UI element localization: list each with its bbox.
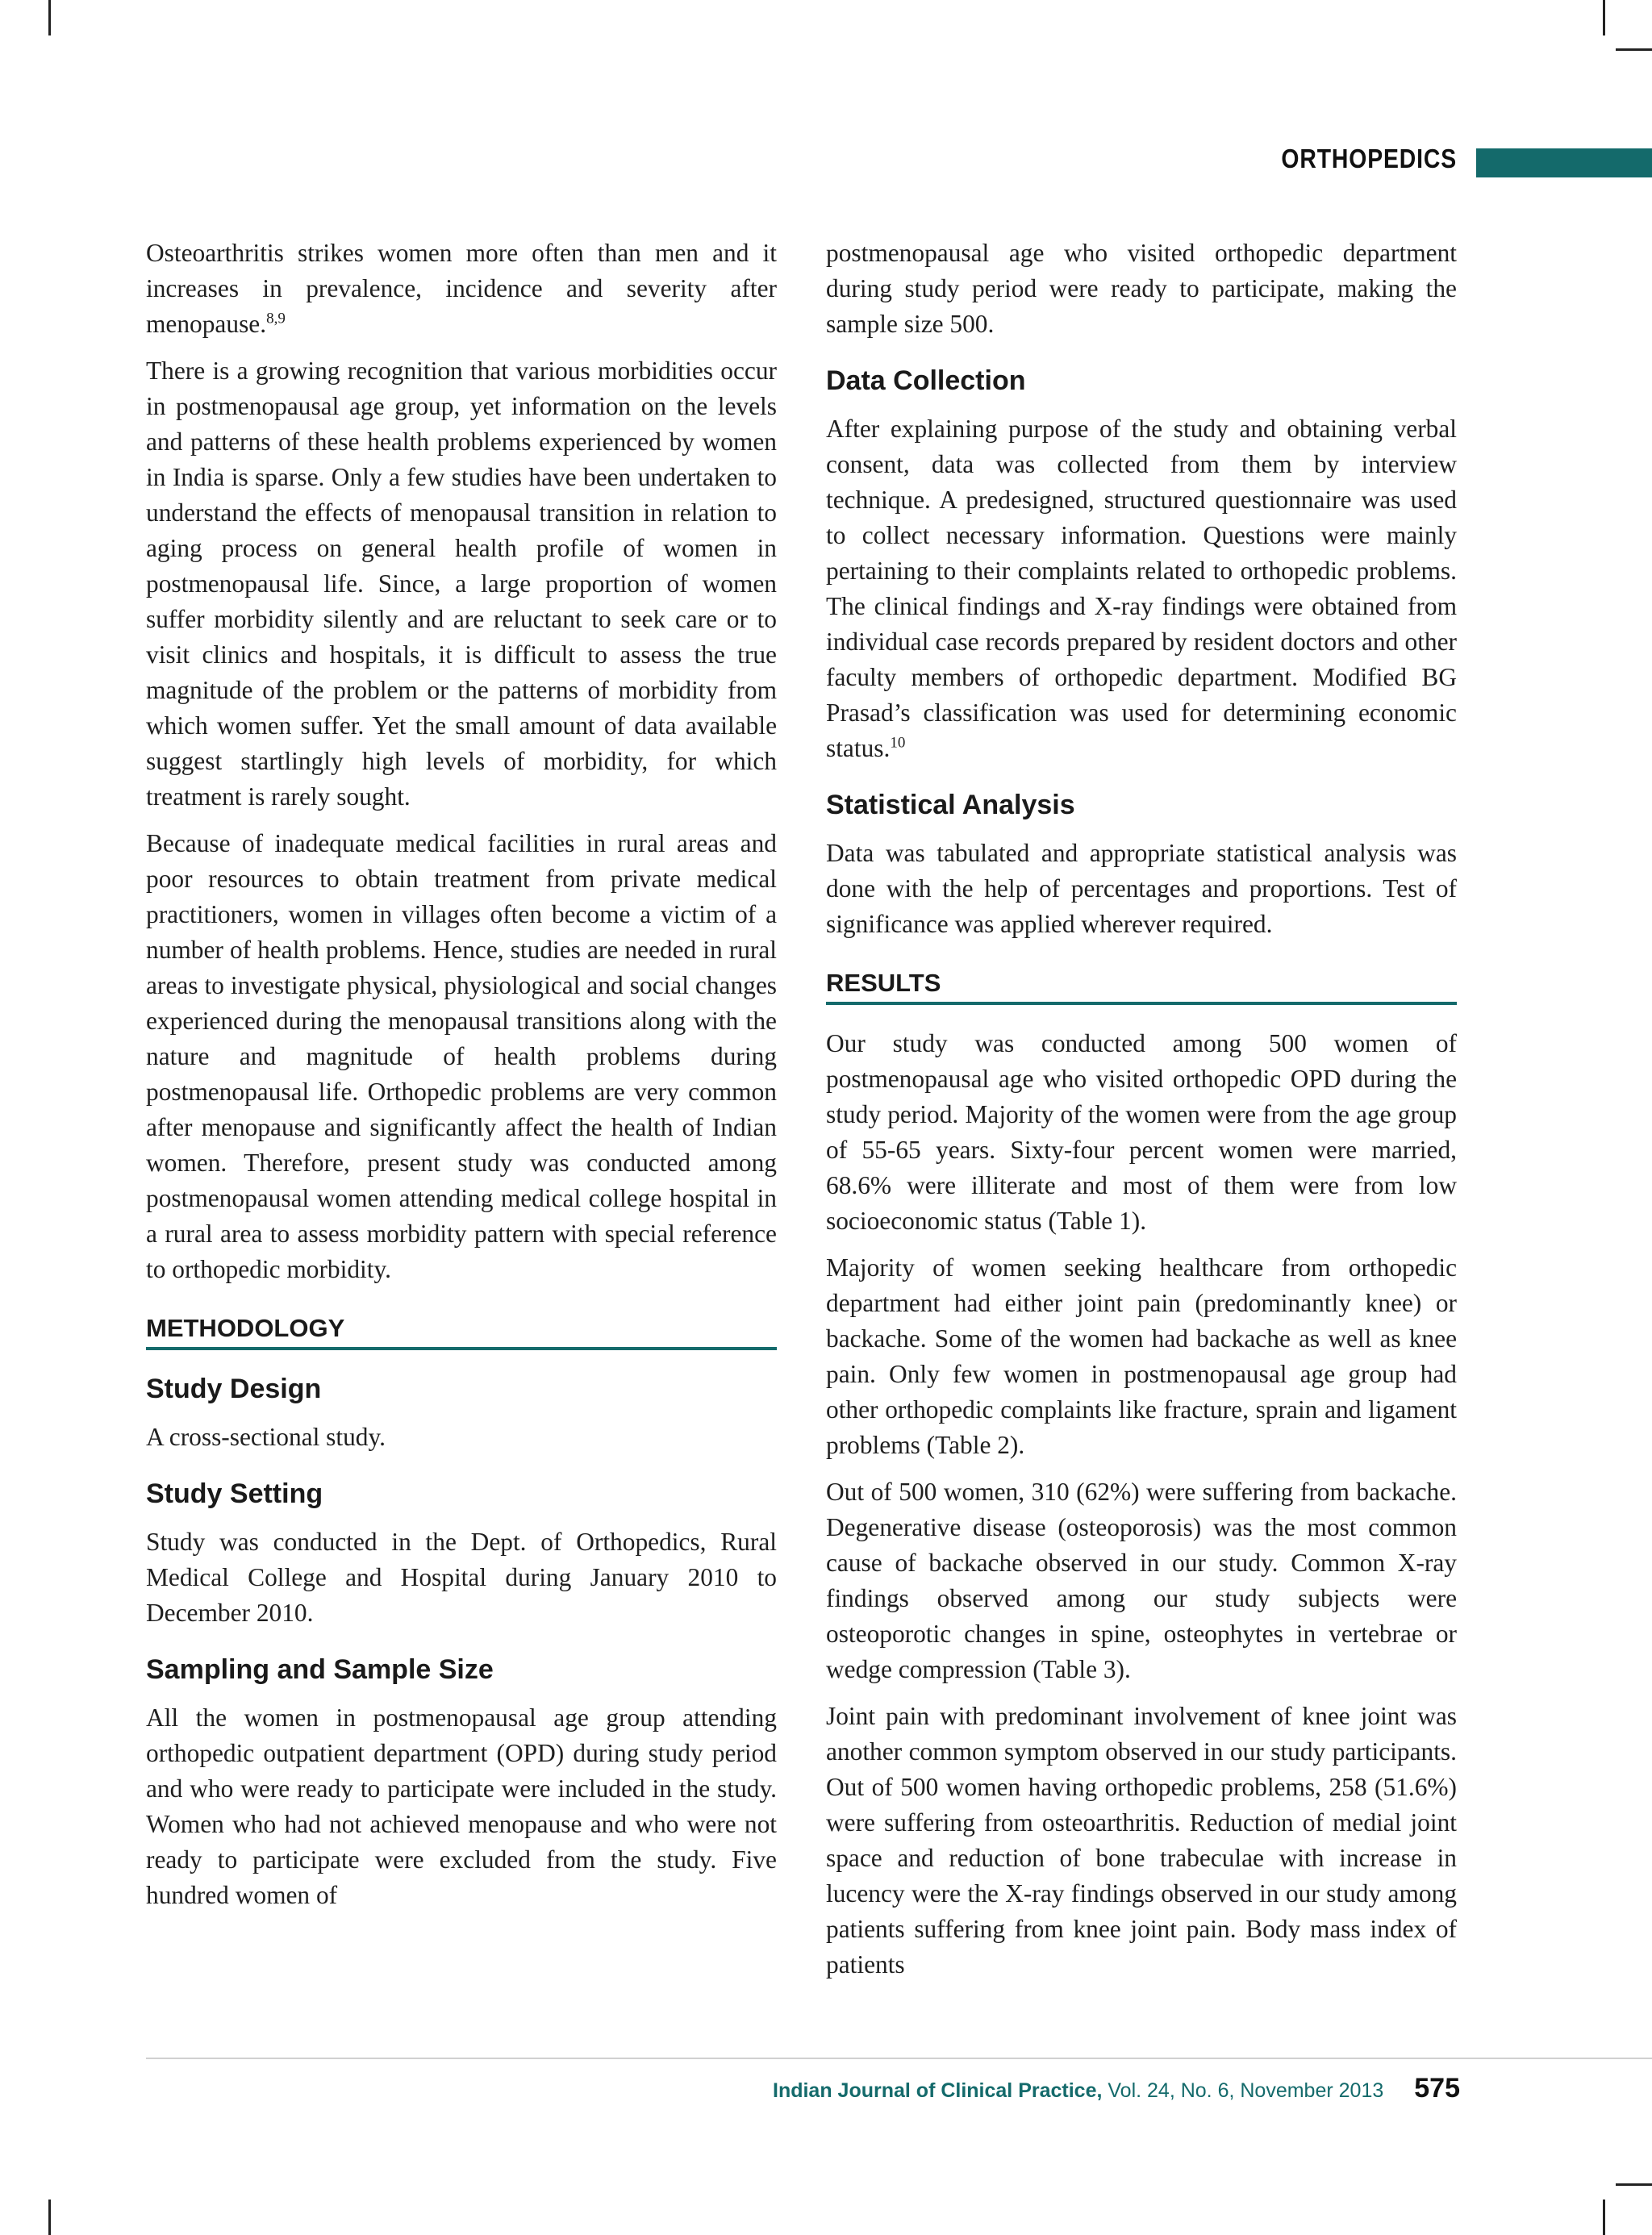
journal-issue: Vol. 24, No. 6, November 2013 [1102, 2079, 1384, 2102]
journal-name: Indian Journal of Clinical Practice, [773, 2079, 1103, 2102]
paragraph: All the women in postmenopausal age group attending orthopedic outpatient department (OPD) during study period and who were ready to participate were included in the study. Women who had not achieved menopause and who were not ready to participate were excluded from the study. Five hundred women of [146, 1703, 777, 1909]
paragraph: Because of inadequate medical facilities in rural areas and poor resources to obtain treatment from private medical practitioners, women in villages often become a victim of a number of health problems. Hence, studies are needed in rural areas to investigate physical, physiological and social changes experienced during the menopausal transitions along with the nature and magnitude of health problems during postmenopausal life. Orthopedic problems are very common after menopause and significantly affect the health of Indian women. Therefore, present study was conducted among postmenopausal women attending medical college hospital in a rural area to assess morbidity pattern with special reference to orthopedic morbidity. [146, 829, 777, 1283]
paragraph: After explaining purpose of the study and obtaining verbal consent, data was collected from them by interview technique. A predesigned, structured questionnaire was used to collect necessary information. Questions were mainly pertaining to their complaints related to orthopedic problems. The clinical findings and X-ray findings were obtained from individual case records prepared by resident doctors and other faculty members of orthopedic department. Modified BG Prasad’s classification was used for determining economic status.$^{10}$ [826, 415, 1457, 762]
paragraph: Majority of women seeking healthcare from orthopedic department had either joint pain (predominantly knee) or backache. Some of the women had backache as well as knee pain. Only few women in postmenopausal age group had other orthopedic complaints like fracture, sprain and ligament problems (Table 2). [826, 1253, 1457, 1459]
citation: 10 [890, 734, 906, 752]
left-column [146, 236, 777, 1924]
study-design-heading: Study Design [146, 1374, 322, 1404]
crop-mark-bottom-right-h [1616, 2183, 1652, 2186]
paragraph: Data was tabulated and appropriate statistical analysis was done with the help of percentages and proportions. Test of significance was applied wherever required. [826, 839, 1457, 938]
section-header-bar [1476, 148, 1652, 177]
paragraph: Osteoarthritis strikes women more often than men and it increases in prevalence, incidence and severity after menopause.$^{8,9}$ [146, 239, 777, 338]
statistical-analysis-heading: Statistical Analysis [826, 790, 1075, 820]
crop-mark-bottom-left [48, 2200, 51, 2235]
data-collection-heading: Data Collection [826, 365, 1026, 396]
paragraph: Study was conducted in the Dept. of Orthopedics, Rural Medical College and Hospital during January 2010 to December 2010. [146, 1528, 777, 1627]
paragraph: Out of 500 women, 310 (62%) were suffering from backache. Degenerative disease (osteoporosis) was the most common cause of backache observed in our study. Common X-ray findings observed among our study subjects were osteoporotic changes in spine, osteophytes in vertebrae or wedge compression (Table 3). [826, 1478, 1457, 1683]
paragraph: Our study was conducted among 500 women of postmenopausal age who visited orthopedic OPD during the study period. Majority of the women were from the age group of 55-65 years. Sixty-four percent women were married, 68.6% were illiterate and most of them were from low socioeconomic status (Table 1). [826, 1029, 1457, 1235]
study-setting-heading: Study Setting [146, 1478, 323, 1509]
sampling-heading: Sampling and Sample Size [146, 1654, 494, 1685]
page-number: 575 [1414, 2073, 1460, 2104]
section-header: ORTHOPEDICS [1281, 144, 1457, 173]
results-heading: RESULTS [826, 968, 1457, 1005]
footer-rule [146, 2058, 1652, 2059]
crop-mark-top-right [1603, 0, 1605, 35]
paragraph: Joint pain with predominant involvement of knee joint was another common symptom observed in our study participants. Out of 500 women having orthopedic problems, 258 (51.6%) were suffering from osteoarthritis. Reduction of medial joint space and reduction of bone trabeculae with increase in lucency were the X-ray findings observed in our study among patients suffering from knee joint pain. Body mass index of patients [826, 1702, 1457, 1979]
paragraph: A cross-sectional study. [146, 1423, 386, 1451]
footer [773, 2073, 1460, 2104]
right-column [826, 236, 1457, 1994]
paragraph: postmenopausal age who visited orthopedic department during study period were ready to participate, making the sample size 500. [826, 239, 1457, 338]
crop-mark-top-right-h [1616, 48, 1652, 51]
crop-mark-top-left [48, 0, 51, 35]
methodology-heading: METHODOLOGY [146, 1313, 777, 1350]
crop-mark-bottom-right [1603, 2200, 1605, 2235]
paragraph: There is a growing recognition that various morbidities occur in postmenopausal age group, yet information on the levels and patterns of these health problems experienced by women in India is sparse. Only a few studies have been undertaken to understand the effects of menopausal transition in relation to aging process on general health profile of women in postmenopausal life. Since, a large proportion of women suffer morbidity silently and are reluctant to seek care or to visit clinics and hospitals, it is difficult to assess the true magnitude of the problem or the patterns of morbidity from which women suffer. Yet the small amount of data available suggest startlingly high levels of morbidity, for which treatment is rarely sought. [146, 357, 777, 811]
citation: 8,9 [266, 310, 286, 327]
